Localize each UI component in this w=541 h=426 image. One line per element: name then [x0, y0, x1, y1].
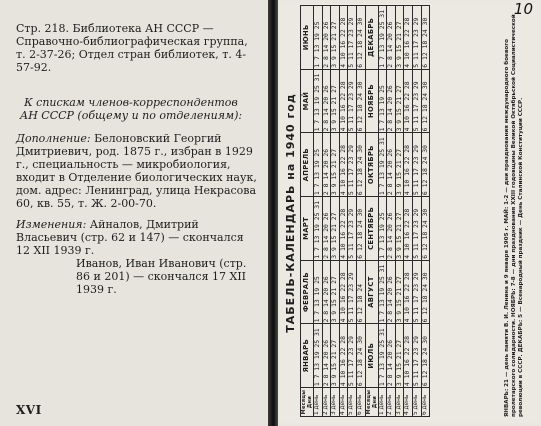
date-cell: 5 11 17 23 29	[412, 260, 421, 324]
date-cell: 4 10 16 22 28	[404, 6, 413, 70]
weekday-label: 5 день	[412, 388, 421, 417]
date-cell: 2 8 14 20 26	[387, 260, 396, 324]
date-cell: 2 8 14 20 26	[387, 69, 396, 133]
book-gutter	[268, 0, 278, 426]
date-cell: 6 12 18 24 30	[356, 197, 365, 261]
date-cell: 5 11 17 23 29	[412, 324, 421, 388]
date-cell: 6 12 18 24 30	[421, 197, 430, 261]
page-number: XVI	[16, 403, 42, 417]
calendar-corner	[301, 388, 314, 417]
date-cell: 3 9 15 21 27	[395, 6, 404, 70]
calendar-row	[387, 6, 396, 417]
date-cell: 1 7 13 19 25 31	[314, 324, 323, 388]
month-header: СЕНТЯБРЬ	[365, 197, 378, 261]
weekday-label: 5 день	[348, 388, 357, 417]
calendar-row	[412, 6, 421, 417]
changes-text-2: Иванов, Иван Иванович (стр. 86 и 201) — скончался 17 XII 1939 г.	[76, 257, 247, 296]
date-cell: 1 7 13 19 25 31	[314, 69, 323, 133]
weekday-label: 6 день	[356, 388, 365, 417]
date-cell: 5 11 17 23 29	[348, 6, 357, 70]
corner-days-label: Дни	[307, 395, 313, 409]
corner-days-label: Дни	[371, 395, 378, 409]
date-cell: 6 12 18 24 30	[356, 133, 365, 197]
month-header: ИЮЛЬ	[365, 324, 378, 388]
date-cell: 6 12 18 24 30	[421, 324, 430, 388]
date-cell: 3 9 15 21 27	[395, 133, 404, 197]
right-page	[278, 0, 541, 426]
weekday-label: 1 день	[378, 388, 387, 417]
calendar-rotated	[280, 3, 538, 423]
calendar-corner	[365, 388, 378, 417]
date-cell: 1 7 13 19 25 31	[378, 324, 387, 388]
date-cell: 4 10 16 22 28	[339, 133, 348, 197]
month-header: ОКТЯБРЬ	[365, 133, 378, 197]
changes-entry	[16, 218, 260, 296]
addition-entry	[16, 132, 260, 210]
date-cell: 2 8 14 20 26	[322, 197, 331, 261]
weekday-label: 1 день	[314, 388, 323, 417]
calendar-wrapper	[280, 3, 538, 423]
date-cell: 3 9 15 21 27	[331, 6, 340, 70]
date-cell: 3 9 15 21 27	[331, 133, 340, 197]
date-cell: 5 11 17 23 29	[348, 133, 357, 197]
weekday-label: 3 день	[395, 388, 404, 417]
date-cell: 2 8 14 20 26	[322, 133, 331, 197]
date-cell: 1 7 13 19 25	[378, 69, 387, 133]
date-cell: 6 12 18 24 30	[421, 69, 430, 133]
date-cell: 2 8 14 20 26	[387, 197, 396, 261]
calendar-row	[421, 6, 430, 417]
date-cell: 5 11 17 23 29	[412, 133, 421, 197]
addition-label: Дополнение:	[16, 132, 91, 145]
left-page	[0, 0, 268, 426]
date-cell: 4 10 16 22 28	[404, 69, 413, 133]
date-cell: 2 8 14 20 26	[387, 324, 396, 388]
date-cell: 2 8 14 20 26	[322, 6, 331, 70]
date-cell: 4 10 16 22 28	[404, 324, 413, 388]
month-header: ЯНВАРЬ	[301, 324, 314, 388]
date-cell: 6 12 18 24 30	[421, 6, 430, 70]
date-cell: 2 8 14 20 26	[322, 69, 331, 133]
date-cell: 1 7 13 19 25	[378, 197, 387, 261]
date-cell: 3 9 15 21 27	[395, 197, 404, 261]
date-cell: 1 7 13 19 25 31	[378, 6, 387, 70]
library-reference: Стр. 218. Библиотека АН СССР — Справочно-библиографическая группа, т. 2-37-26; Отдел стран библиотек, т. 4-57-92.	[16, 22, 248, 74]
date-cell: 6 12 18 24 30	[356, 6, 365, 70]
date-cell: 4 10 16 22 28	[339, 260, 348, 324]
date-cell: 3 9 15 21 27	[395, 260, 404, 324]
date-cell: 4 10 16 22 28	[404, 197, 413, 261]
addition-text: Белоновский Георгий Дмитриевич, род. 1875 г., избран в 1929 г., специальность — микробиология, входит в Отделение биологических наук, дом. адрес: Ленинград, улица Некрасова 60, кв. 55, т. Ж. 2-00-70.	[16, 132, 257, 210]
date-cell: 3 9 15 21 27	[331, 324, 340, 388]
date-cell: 5 11 17 23 29	[348, 69, 357, 133]
date-cell: 2 8 14 20 26	[322, 324, 331, 388]
date-cell: 4 10 16 22 28	[404, 260, 413, 324]
date-cell: 1 7 13 19 25 31	[314, 197, 323, 261]
month-header: ДЕКАБРЬ	[365, 6, 378, 70]
date-cell: 6 12 18 24 30	[421, 260, 430, 324]
month-header: МАРТ	[301, 197, 314, 261]
date-cell: 5 11 17 23 29	[412, 6, 421, 70]
section-note: К спискам членов-корреспондентов АН СССР (общему и по отделениям):	[19, 96, 243, 122]
date-cell: 1 7 13 19 25	[314, 133, 323, 197]
changes-label: Изменения:	[16, 218, 87, 231]
date-cell: 4 10 16 22 28	[339, 197, 348, 261]
date-cell: 1 7 13 19 25	[314, 6, 323, 70]
date-cell: 1 7 13 19 25 31	[378, 260, 387, 324]
date-cell: 2 8 14 20 26	[387, 6, 396, 70]
date-cell: 5 11 17 23 29	[348, 260, 357, 324]
weekday-label: 4 день	[404, 388, 413, 417]
date-cell: 5 11 17 23 29	[348, 197, 357, 261]
date-cell: 3 9 15 21 27	[331, 197, 340, 261]
date-cell: 5 11 17 23 29	[412, 69, 421, 133]
date-cell: 4 10 16 22 28	[339, 6, 348, 70]
calendar-row	[331, 6, 340, 417]
date-cell: 3 9 15 21 27	[395, 69, 404, 133]
calendar-header-row	[365, 6, 378, 417]
date-cell: 6 12 18 24 30	[356, 324, 365, 388]
date-cell: 4 10 16 22 28	[404, 133, 413, 197]
calendar-footnote: ЯНВАРЬ: 21 — день памяти В. И. Ленина и 9 января 1905 г. МАЙ: 1-2 — дни празднования международного боевого пролетарского солидарности. НОЯБРЬ: 7-8 — дни празднования XXIII годовщины Великой Октябрьской Социалистической революции в СССР. ДЕКАБРЬ: 5 — Всенародный праздник — День Сталинской Конституции СССР.	[504, 14, 524, 417]
month-header: АВГУСТ	[365, 260, 378, 324]
month-header: МАЙ	[301, 69, 314, 133]
changes-text-1: Айналов, Дмитрий Власьевич (стр. 62 и 147) — скончался 12 XII 1939 г.	[16, 218, 244, 257]
weekday-label: 2 день	[322, 388, 331, 417]
date-cell: 2 8 14 20 26	[387, 133, 396, 197]
month-header: ИЮНЬ	[301, 6, 314, 70]
date-cell: 1 7 13 19 25	[314, 260, 323, 324]
date-cell: 5 11 17 23 29	[412, 197, 421, 261]
weekday-label: 2 день	[387, 388, 396, 417]
calendar-title: ТАБЕЛЬ-КАЛЕНДАРЬ на 1940 год	[284, 93, 297, 333]
date-cell: 6 12 18 24 30	[356, 69, 365, 133]
handwritten-page-mark: 10	[513, 0, 533, 18]
date-cell: 6 12 18 24	[356, 260, 365, 324]
calendar-row	[356, 6, 365, 417]
date-cell: 3 9 15 21 27	[395, 324, 404, 388]
date-cell: 3 9 15 21 27	[331, 260, 340, 324]
date-cell: 5 11 17 23 29	[348, 324, 357, 388]
calendar-row	[314, 6, 323, 417]
weekday-label: 3 день	[331, 388, 340, 417]
date-cell: 3 9 15 21 27	[331, 69, 340, 133]
weekday-label: 4 день	[339, 388, 348, 417]
month-header: АПРЕЛЬ	[301, 133, 314, 197]
date-cell: 4 10 16 22 28	[339, 69, 348, 133]
date-cell: 4 10 16 22 28	[339, 324, 348, 388]
corner-months-label: Месяцы	[365, 389, 372, 415]
corner-months-label: Месяцы	[301, 389, 307, 415]
date-cell: 6 12 18 24 30	[421, 133, 430, 197]
calendar-table	[300, 5, 430, 417]
weekday-label: 6 день	[421, 388, 430, 417]
date-cell: 2 8 14 20 26	[322, 260, 331, 324]
date-cell: 1 7 13 19 25 31	[378, 133, 387, 197]
month-header: ФЕВРАЛЬ	[301, 260, 314, 324]
calendar-header-row	[301, 6, 314, 417]
month-header: НОЯБРЬ	[365, 69, 378, 133]
